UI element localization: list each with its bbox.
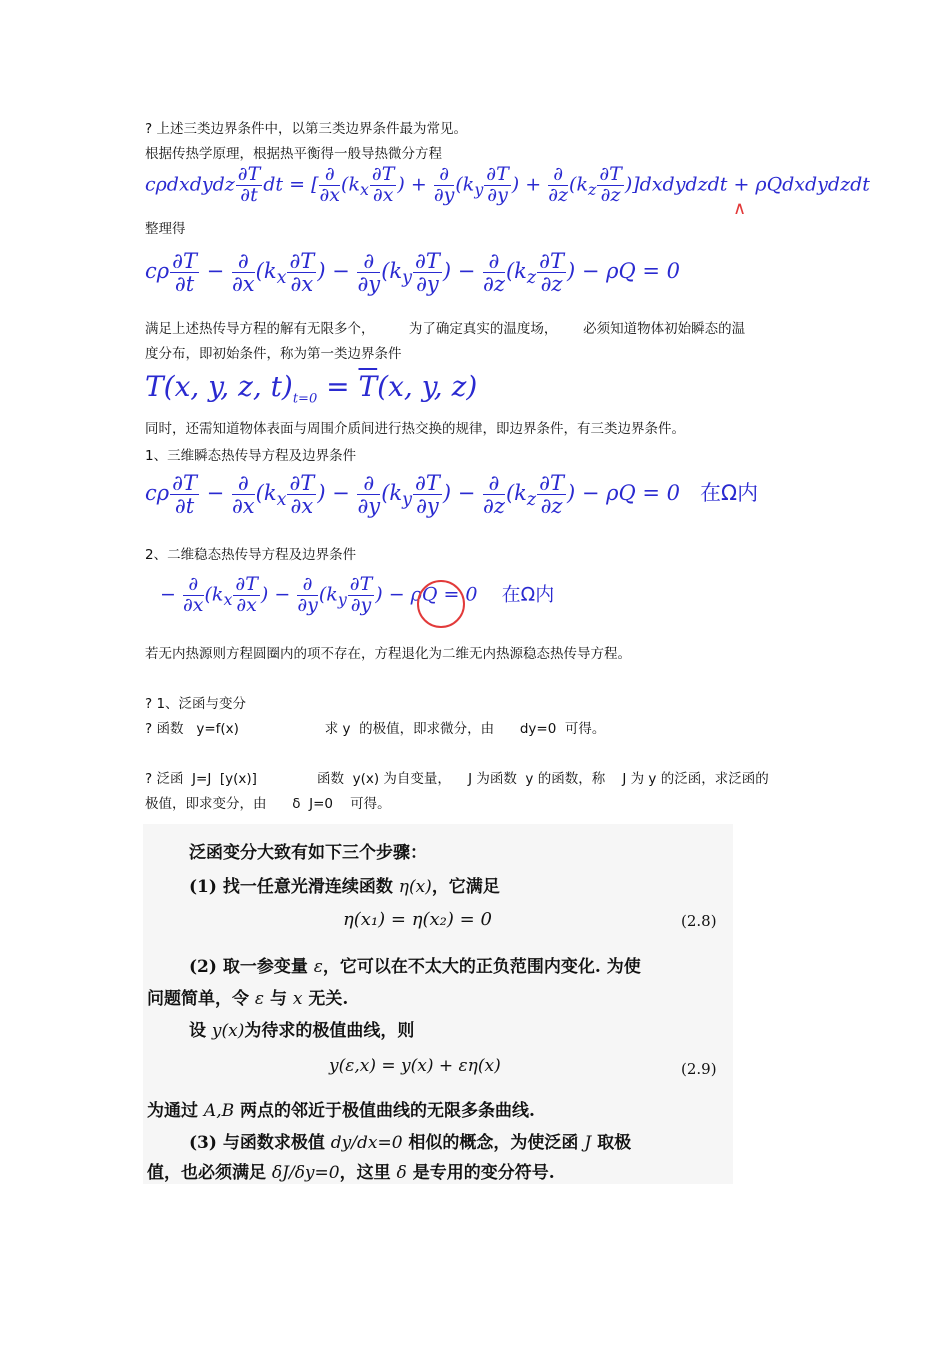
text-line: 同时，还需知道物体表面与周围介质间进行热交换的规律，即边界条件，有三类边界条件。	[145, 421, 685, 437]
text-line: ? 泛函 J=J [y(x)] 函数 y(x) 为自变量， J 为函数 y 的函数，称 J 为 y 的泛函，求泛函的	[145, 771, 769, 787]
equation-rearranged: cρ $\frac{\partial T}{\partial t}$ − $\frac{\partial}{\partial x}$ ($k_x$ $\frac{\partial T}{\partial x}$ ) − $\frac{\partial}{\partial y}$ ($k_y$ $\frac{\partial T}{\partial y}$ ) − $\frac{\partial}{\partial z}$ ($k_z$ $\frac{\partial T}{\partial z}$ ) − ρQ = 0	[145, 249, 680, 297]
text-line: 若无内热源则方程圆圈内的项不存在，方程退化为二维无内热源稳态热传导方程。	[145, 646, 631, 662]
scan-line: 问题简单，令 ε 与 x 无关.	[147, 989, 349, 1009]
scan-equation: y(ε,x) = y(x) + εη(x)	[329, 1056, 501, 1076]
text-line: 根据传热学原理，根据热平衡得一般导热微分方程	[145, 146, 442, 162]
equation-2d-steady: − $\frac{\partial}{\partial x}$ ($k_x$ $\frac{\partial T}{\partial x}$ ) − $\frac{\partial}{\partial y}$ ($k_y$ $\frac{\partial T}{\partial y}$ ) − ρQ = 0 在Ω内	[160, 573, 555, 616]
text-line: ? 上述三类边界条件中，以第三类边界条件最为常见。	[145, 121, 467, 137]
annotation-mark: ∧	[733, 198, 747, 219]
scanned-excerpt	[143, 824, 733, 1184]
equation-3d-transient: cρ $\frac{\partial T}{\partial t}$ − $\frac{\partial}{\partial x}$ ($k_x$ $\frac{\partial T}{\partial x}$ ) − $\frac{\partial}{\partial y}$ ($k_y$ $\frac{\partial T}{\partial y}$ ) − $\frac{\partial}{\partial z}$ ($k_z$ $\frac{\partial T}{\partial z}$ ) − ρQ = 0 在Ω内	[145, 471, 759, 519]
equation-heat-balance: cρdxdydz $\frac{\partial T}{\partial t}$ dt = [ $\frac{\partial}{\partial x}$ ($k_x$ $\frac{\partial T}{\partial x}$ ) + $\frac{\partial}{\partial y}$ ($k_y$ $\frac{\partial T}{\partial y}$ ) + $\frac{\partial}{\partial z}$ ($k_z$ $\frac{\partial T}{\partial z}$ )]dxdydzdt + ρQdxdydzdt	[145, 163, 870, 206]
text-line: ? 1、泛函与变分	[145, 696, 247, 712]
equation-number: (2.9)	[681, 1060, 717, 1078]
text-line: 极值，即求变分，由 δ J=0 可得。	[145, 796, 391, 812]
scan-equation: η(x₁) = η(x₂) = 0	[343, 909, 492, 930]
text-line: ? 函数 y=f(x) 求 y 的极值，即求微分，由 dy=0 可得。	[145, 721, 606, 737]
text-line: 度分布，即初始条件，称为第一类边界条件	[145, 346, 402, 362]
text-line: 2、二维稳态热传导方程及边界条件	[145, 547, 357, 563]
scan-line: (1) 找一任意光滑连续函数 η(x)，它满足	[189, 877, 500, 897]
scan-line: 设 y(x)为待求的极值曲线，则	[189, 1021, 415, 1041]
scan-line: (2) 取一参变量 ε，它可以在不太大的正负范围内变化. 为使	[189, 957, 641, 977]
equation-number: (2.8)	[681, 912, 717, 930]
text-line: 整理得	[145, 221, 186, 237]
scan-line: 值，也必须满足 δJ/δy=0，这里 δ 是专用的变分符号.	[147, 1163, 555, 1183]
text-line: 满足上述热传导方程的解有无限多个， 为了确定真实的温度场， 必须知道物体初始瞬态的温	[145, 321, 746, 337]
in-omega-label: 在Ω内	[501, 583, 555, 606]
scan-line: 为通过 A,B 两点的邻近于极值曲线的无限多条曲线.	[147, 1101, 535, 1121]
in-omega-label: 在Ω内	[700, 481, 759, 506]
scan-line: 泛函变分大致有如下三个步骤：	[189, 843, 427, 863]
scan-line: (3) 与函数求极值 dy/dx=0 相似的概念，为使泛函 J 取极	[189, 1133, 632, 1153]
text-line: 1、三维瞬态热传导方程及边界条件	[145, 448, 357, 464]
equation-initial-condition: T(x, y, z, $t)_{t=0} = \overline{T}(x$, y, z)	[145, 370, 478, 407]
highlight-circle	[417, 580, 465, 628]
